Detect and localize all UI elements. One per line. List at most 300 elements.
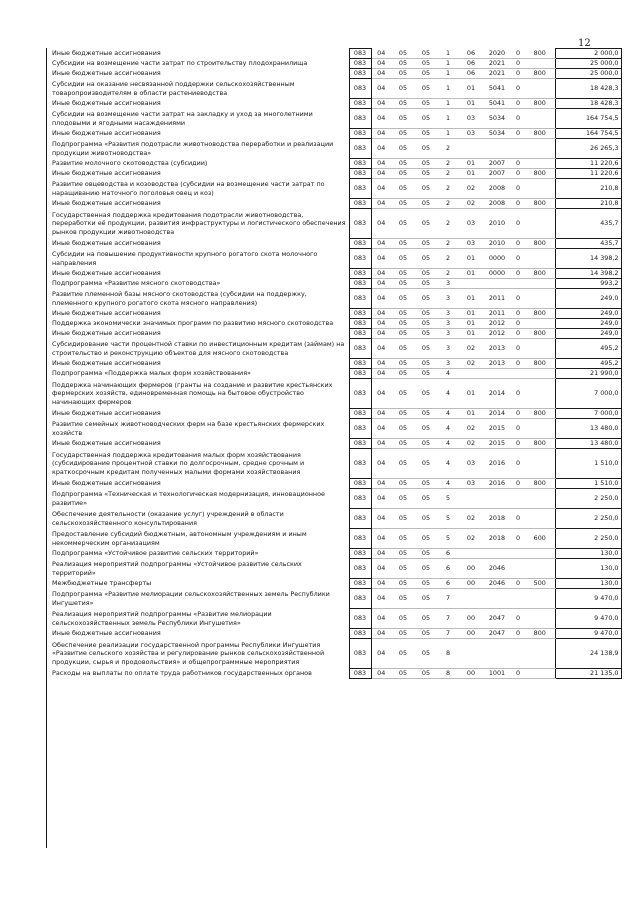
row-code-2: 05 <box>391 309 415 319</box>
row-name: Государственная поддержка кредитования подотрасли животноводства, переработки её продукции, развития инфраструктуры и логистического обеспечения рынков продукции животноводства <box>48 209 349 239</box>
row-name: Межбюджетные трансферты <box>48 579 349 589</box>
row-code-2: 05 <box>391 239 415 249</box>
row-name: Предоставление субсидий бюджетным, автономным учреждениям и иным некоммерческим организациям <box>48 529 349 549</box>
row-code-6: 2047 <box>483 629 511 639</box>
row-code-8 <box>525 339 555 359</box>
row-code-8 <box>525 159 555 169</box>
row-code-2: 05 <box>391 179 415 199</box>
row-code-1: 04 <box>371 319 391 329</box>
row-code-1: 04 <box>371 129 391 139</box>
row-code-3: 05 <box>415 419 437 439</box>
table-row <box>48 289 621 309</box>
row-code-2: 05 <box>391 579 415 589</box>
row-code-0: 083 <box>349 249 371 269</box>
row-amount: 1 510,0 <box>555 449 621 479</box>
row-code-5: 02 <box>459 529 483 549</box>
row-code-7: 0 <box>511 319 525 329</box>
row-code-0: 083 <box>349 169 371 179</box>
row-code-2: 05 <box>391 49 415 59</box>
row-code-6: 1001 <box>483 669 511 679</box>
row-code-6: 2018 <box>483 529 511 549</box>
row-code-1: 04 <box>371 289 391 309</box>
row-amount: 249,0 <box>555 289 621 309</box>
row-code-4: 8 <box>437 639 459 669</box>
row-code-5: 00 <box>459 609 483 629</box>
row-code-2: 05 <box>391 369 415 379</box>
table-row <box>48 309 621 319</box>
row-code-6: 5034 <box>483 129 511 139</box>
row-code-2: 05 <box>391 109 415 129</box>
row-code-6: 2013 <box>483 359 511 369</box>
table-row <box>48 419 621 439</box>
row-code-1: 04 <box>371 249 391 269</box>
row-name: Субсидии на повышение продуктивности крупного рогатого скота молочного направления <box>48 249 349 269</box>
row-name: Иные бюджетные ассигнования <box>48 49 349 59</box>
row-code-5: 02 <box>459 339 483 359</box>
row-code-0: 083 <box>349 289 371 309</box>
row-code-3: 05 <box>415 549 437 559</box>
row-code-1: 04 <box>371 139 391 159</box>
row-code-1: 04 <box>371 419 391 439</box>
row-code-6 <box>483 369 511 379</box>
row-code-3: 05 <box>415 199 437 209</box>
row-code-1: 04 <box>371 409 391 419</box>
table-row <box>48 509 621 529</box>
row-code-7 <box>511 589 525 609</box>
row-code-7: 0 <box>511 289 525 309</box>
row-code-6: 2018 <box>483 509 511 529</box>
row-code-5: 02 <box>459 439 483 449</box>
row-code-4: 2 <box>437 249 459 269</box>
row-code-8 <box>525 559 555 579</box>
row-code-3: 05 <box>415 449 437 479</box>
row-code-1: 04 <box>371 509 391 529</box>
row-code-6: 2010 <box>483 239 511 249</box>
row-code-4: 2 <box>437 199 459 209</box>
row-amount: 26 265,3 <box>555 139 621 159</box>
row-code-1: 04 <box>371 49 391 59</box>
row-code-2: 05 <box>391 409 415 419</box>
table-row <box>48 449 621 479</box>
row-amount: 13 480,0 <box>555 439 621 449</box>
row-amount: 14 398,2 <box>555 269 621 279</box>
row-name: Субсидии на возмещение части затрат на закладку и уход за многолетними плодовыми и ягодными насаждениями <box>48 109 349 129</box>
row-code-6: 2046 <box>483 559 511 579</box>
row-name: Иные бюджетные ассигнования <box>48 99 349 109</box>
row-code-0: 083 <box>349 139 371 159</box>
row-code-6: 0000 <box>483 269 511 279</box>
table-row <box>48 639 621 669</box>
row-code-6: 2007 <box>483 159 511 169</box>
row-amount: 25 000,0 <box>555 59 621 69</box>
row-name: Иные бюджетные ассигнования <box>48 409 349 419</box>
row-amount: 435,7 <box>555 209 621 239</box>
table-row <box>48 329 621 339</box>
row-code-7: 0 <box>511 209 525 239</box>
row-amount: 130,0 <box>555 559 621 579</box>
row-code-7: 0 <box>511 239 525 249</box>
row-code-1: 04 <box>371 179 391 199</box>
row-code-1: 04 <box>371 169 391 179</box>
row-amount: 130,0 <box>555 549 621 559</box>
row-name: Государственная поддержка кредитования малых форм хозяйствования (субсидирование процентной ставки по долгосрочным, средне срочным и краткосрочным кредитам полученных малыми формами хозяйствования <box>48 449 349 479</box>
row-code-0: 083 <box>349 269 371 279</box>
row-code-7: 0 <box>511 359 525 369</box>
row-code-6: 2046 <box>483 579 511 589</box>
row-code-8: 800 <box>525 239 555 249</box>
row-code-7: 0 <box>511 629 525 639</box>
row-amount: 9 470,0 <box>555 589 621 609</box>
row-code-0: 083 <box>349 449 371 479</box>
row-code-6: 5034 <box>483 109 511 129</box>
row-code-5: 06 <box>459 69 483 79</box>
table-row <box>48 319 621 329</box>
row-code-8: 500 <box>525 579 555 589</box>
row-code-4: 2 <box>437 159 459 169</box>
row-code-0: 083 <box>349 239 371 249</box>
row-code-7: 0 <box>511 69 525 79</box>
row-code-7: 0 <box>511 329 525 339</box>
row-code-3: 05 <box>415 309 437 319</box>
row-code-6: 2014 <box>483 379 511 409</box>
row-code-0: 083 <box>349 319 371 329</box>
row-code-7 <box>511 559 525 579</box>
row-code-5 <box>459 139 483 159</box>
row-code-5: 03 <box>459 479 483 489</box>
row-code-1: 04 <box>371 559 391 579</box>
row-code-3: 05 <box>415 609 437 629</box>
row-code-7: 0 <box>511 49 525 59</box>
row-code-1: 04 <box>371 209 391 239</box>
row-code-4: 2 <box>437 269 459 279</box>
row-name: Субсидии на возмещение части затрат по строительству плодохранилища <box>48 59 349 69</box>
row-code-3: 05 <box>415 49 437 59</box>
row-code-8: 800 <box>525 69 555 79</box>
row-code-5: 02 <box>459 179 483 199</box>
row-code-7 <box>511 279 525 289</box>
row-code-2: 05 <box>391 529 415 549</box>
row-code-6: 2012 <box>483 329 511 339</box>
row-code-4: 4 <box>437 379 459 409</box>
row-amount: 2 000,0 <box>555 49 621 59</box>
table-row <box>48 69 621 79</box>
row-code-7: 0 <box>511 669 525 679</box>
row-amount: 130,0 <box>555 579 621 589</box>
row-amount: 495,2 <box>555 339 621 359</box>
row-code-2: 05 <box>391 589 415 609</box>
row-code-3: 05 <box>415 409 437 419</box>
row-code-0: 083 <box>349 549 371 559</box>
row-code-4: 4 <box>437 419 459 439</box>
row-code-2: 05 <box>391 169 415 179</box>
row-code-5: 02 <box>459 199 483 209</box>
row-code-3: 05 <box>415 289 437 309</box>
row-code-3: 05 <box>415 509 437 529</box>
row-code-8: 800 <box>525 99 555 109</box>
row-code-0: 083 <box>349 509 371 529</box>
row-code-0: 083 <box>349 479 371 489</box>
row-code-7: 0 <box>511 579 525 589</box>
row-code-5: 01 <box>459 99 483 109</box>
row-code-5: 01 <box>459 79 483 99</box>
row-name: Подпрограмма «Развитие мелиорации сельскохозяйственных земель Республики Ингушетия» <box>48 589 349 609</box>
row-code-5: 06 <box>459 49 483 59</box>
row-code-7: 0 <box>511 169 525 179</box>
row-amount: 993,2 <box>555 279 621 289</box>
row-amount: 249,0 <box>555 309 621 319</box>
table-row <box>48 369 621 379</box>
row-code-8 <box>525 509 555 529</box>
row-amount: 9 470,0 <box>555 629 621 639</box>
row-code-8: 800 <box>525 439 555 449</box>
row-code-8 <box>525 179 555 199</box>
row-code-5: 00 <box>459 559 483 579</box>
row-code-3: 05 <box>415 169 437 179</box>
row-amount: 7 000,0 <box>555 379 621 409</box>
row-code-1: 04 <box>371 549 391 559</box>
row-code-5: 03 <box>459 129 483 139</box>
table-row <box>48 79 621 99</box>
table-row <box>48 139 621 159</box>
table-row <box>48 169 621 179</box>
row-code-4: 2 <box>437 169 459 179</box>
row-code-7: 0 <box>511 129 525 139</box>
row-code-0: 083 <box>349 209 371 239</box>
row-code-6: 2020 <box>483 49 511 59</box>
row-code-6: 2007 <box>483 169 511 179</box>
table-row <box>48 339 621 359</box>
row-name: Развитие молочного скотоводства (субсидии) <box>48 159 349 169</box>
row-code-8 <box>525 639 555 669</box>
row-code-0: 083 <box>349 69 371 79</box>
row-code-8 <box>525 489 555 509</box>
row-code-6 <box>483 549 511 559</box>
table-row <box>48 549 621 559</box>
row-code-8 <box>525 139 555 159</box>
row-code-0: 083 <box>349 589 371 609</box>
row-code-4: 4 <box>437 409 459 419</box>
row-code-2: 05 <box>391 419 415 439</box>
row-code-4: 2 <box>437 179 459 199</box>
row-code-8 <box>525 209 555 239</box>
row-code-3: 05 <box>415 669 437 679</box>
row-code-7: 0 <box>511 529 525 549</box>
row-code-8 <box>525 279 555 289</box>
row-code-3: 05 <box>415 359 437 369</box>
row-code-8: 800 <box>525 479 555 489</box>
row-name: Подпрограмма «Развития подотрасли животноводства переработки и реализации продукции животноводства» <box>48 139 349 159</box>
row-code-6 <box>483 489 511 509</box>
row-code-5: 02 <box>459 509 483 529</box>
row-code-1: 04 <box>371 449 391 479</box>
row-amount: 21 990,0 <box>555 369 621 379</box>
row-name: Иные бюджетные ассигнования <box>48 129 349 139</box>
row-code-7: 0 <box>511 59 525 69</box>
row-name: Иные бюджетные ассигнования <box>48 439 349 449</box>
row-amount: 210,8 <box>555 179 621 199</box>
row-code-2: 05 <box>391 639 415 669</box>
row-code-1: 04 <box>371 109 391 129</box>
row-code-2: 05 <box>391 159 415 169</box>
row-code-3: 05 <box>415 99 437 109</box>
row-code-6 <box>483 139 511 159</box>
table-row <box>48 669 621 679</box>
row-code-0: 083 <box>349 579 371 589</box>
row-code-0: 083 <box>349 559 371 579</box>
row-code-8 <box>525 249 555 269</box>
table-row <box>48 239 621 249</box>
row-name: Иные бюджетные ассигнования <box>48 169 349 179</box>
row-name: Реализация мероприятий подпрограммы «Устойчивое развитие сельских территорий» <box>48 559 349 579</box>
row-amount: 2 250,0 <box>555 529 621 549</box>
row-code-6: 2016 <box>483 479 511 489</box>
row-amount: 249,0 <box>555 329 621 339</box>
table-row <box>48 109 621 129</box>
row-code-3: 05 <box>415 559 437 579</box>
row-code-3: 05 <box>415 59 437 69</box>
row-name: Иные бюджетные ассигнования <box>48 359 349 369</box>
row-code-7: 0 <box>511 269 525 279</box>
row-code-4: 5 <box>437 489 459 509</box>
row-code-2: 05 <box>391 199 415 209</box>
row-name: Развитие семейных животноводческих ферм на базе крестьянских фермерских хозяйств <box>48 419 349 439</box>
row-amount: 2 250,0 <box>555 509 621 529</box>
row-code-3: 05 <box>415 109 437 129</box>
row-code-6 <box>483 279 511 289</box>
row-code-6: 2021 <box>483 69 511 79</box>
row-code-8 <box>525 549 555 559</box>
row-code-6 <box>483 639 511 669</box>
row-code-1: 04 <box>371 489 391 509</box>
row-code-5: 03 <box>459 109 483 129</box>
row-amount: 24 138,9 <box>555 639 621 669</box>
row-code-2: 05 <box>391 269 415 279</box>
row-code-1: 04 <box>371 59 391 69</box>
row-code-4: 3 <box>437 339 459 359</box>
row-code-8: 800 <box>525 329 555 339</box>
row-code-6: 2021 <box>483 59 511 69</box>
row-name: Поддержка экономически значимых программ по развитию мясного скотоводства <box>48 319 349 329</box>
row-code-8: 600 <box>525 529 555 549</box>
row-code-0: 083 <box>349 629 371 639</box>
row-code-1: 04 <box>371 309 391 319</box>
row-code-2: 05 <box>391 509 415 529</box>
row-code-8 <box>525 419 555 439</box>
row-code-8 <box>525 289 555 309</box>
table-row <box>48 199 621 209</box>
row-code-4: 4 <box>437 479 459 489</box>
row-code-2: 05 <box>391 489 415 509</box>
row-code-2: 05 <box>391 549 415 559</box>
row-code-0: 083 <box>349 99 371 109</box>
row-code-5 <box>459 589 483 609</box>
row-code-0: 083 <box>349 179 371 199</box>
row-code-4: 8 <box>437 669 459 679</box>
row-amount: 7 000,0 <box>555 409 621 419</box>
row-code-3: 05 <box>415 369 437 379</box>
row-name: Развитие овцеводства и козоводства (субсидии на возмещение части затрат по наращиванию маточного поголовья овец и коз) <box>48 179 349 199</box>
row-code-5: 00 <box>459 669 483 679</box>
row-name: Иные бюджетные ассигнования <box>48 309 349 319</box>
row-name: Субсидирование части процентной ставки по инвестиционным кредитам (займам) на строительство и реконструкцию объектов для мясного скотоводства <box>48 339 349 359</box>
row-amount: 21 135,0 <box>555 669 621 679</box>
row-code-7 <box>511 139 525 159</box>
row-code-6: 2015 <box>483 439 511 449</box>
row-code-8: 800 <box>525 629 555 639</box>
row-code-7: 0 <box>511 439 525 449</box>
row-code-4: 1 <box>437 109 459 129</box>
row-code-1: 04 <box>371 359 391 369</box>
row-code-5: 06 <box>459 59 483 69</box>
row-amount: 11 220,6 <box>555 159 621 169</box>
row-code-0: 083 <box>349 359 371 369</box>
row-code-3: 05 <box>415 489 437 509</box>
page-number: 12 <box>578 38 591 49</box>
row-code-1: 04 <box>371 279 391 289</box>
row-code-1: 04 <box>371 629 391 639</box>
row-name: Реализация мероприятий подпрограммы «Развитие мелиорации сельскохозяйственных земель Республики Ингушетия» <box>48 609 349 629</box>
row-code-4: 1 <box>437 59 459 69</box>
row-code-2: 05 <box>391 629 415 639</box>
row-code-5: 01 <box>459 269 483 279</box>
table-row <box>48 269 621 279</box>
row-code-2: 05 <box>391 329 415 339</box>
table-row <box>48 579 621 589</box>
row-code-2: 05 <box>391 439 415 449</box>
row-code-5: 03 <box>459 449 483 479</box>
row-code-1: 04 <box>371 339 391 359</box>
row-code-0: 083 <box>349 419 371 439</box>
row-code-5: 01 <box>459 379 483 409</box>
row-code-5 <box>459 639 483 669</box>
row-code-6 <box>483 589 511 609</box>
row-amount: 9 470,0 <box>555 609 621 629</box>
budget-table <box>48 48 622 679</box>
row-code-4: 6 <box>437 579 459 589</box>
row-code-6: 2015 <box>483 419 511 439</box>
row-code-5 <box>459 489 483 509</box>
row-code-8: 800 <box>525 199 555 209</box>
row-code-3: 05 <box>415 329 437 339</box>
row-code-3: 05 <box>415 339 437 359</box>
row-code-7: 0 <box>511 609 525 629</box>
row-code-3: 05 <box>415 69 437 79</box>
row-code-5 <box>459 549 483 559</box>
row-code-1: 04 <box>371 639 391 669</box>
row-code-8 <box>525 369 555 379</box>
row-code-2: 05 <box>391 319 415 329</box>
budget-table-body <box>48 49 621 679</box>
row-code-7: 0 <box>511 309 525 319</box>
row-code-2: 05 <box>391 559 415 579</box>
row-amount: 13 480,0 <box>555 419 621 439</box>
row-code-4: 4 <box>437 439 459 449</box>
row-code-7: 0 <box>511 199 525 209</box>
row-amount: 164 754,5 <box>555 129 621 139</box>
row-code-8 <box>525 589 555 609</box>
row-code-3: 05 <box>415 589 437 609</box>
row-code-8 <box>525 79 555 99</box>
table-row <box>48 279 621 289</box>
row-code-3: 05 <box>415 629 437 639</box>
table-row <box>48 479 621 489</box>
row-code-7: 0 <box>511 99 525 109</box>
row-code-7: 0 <box>511 379 525 409</box>
row-code-5: 02 <box>459 419 483 439</box>
row-code-8 <box>525 379 555 409</box>
row-code-6: 0000 <box>483 249 511 269</box>
row-code-1: 04 <box>371 589 391 609</box>
